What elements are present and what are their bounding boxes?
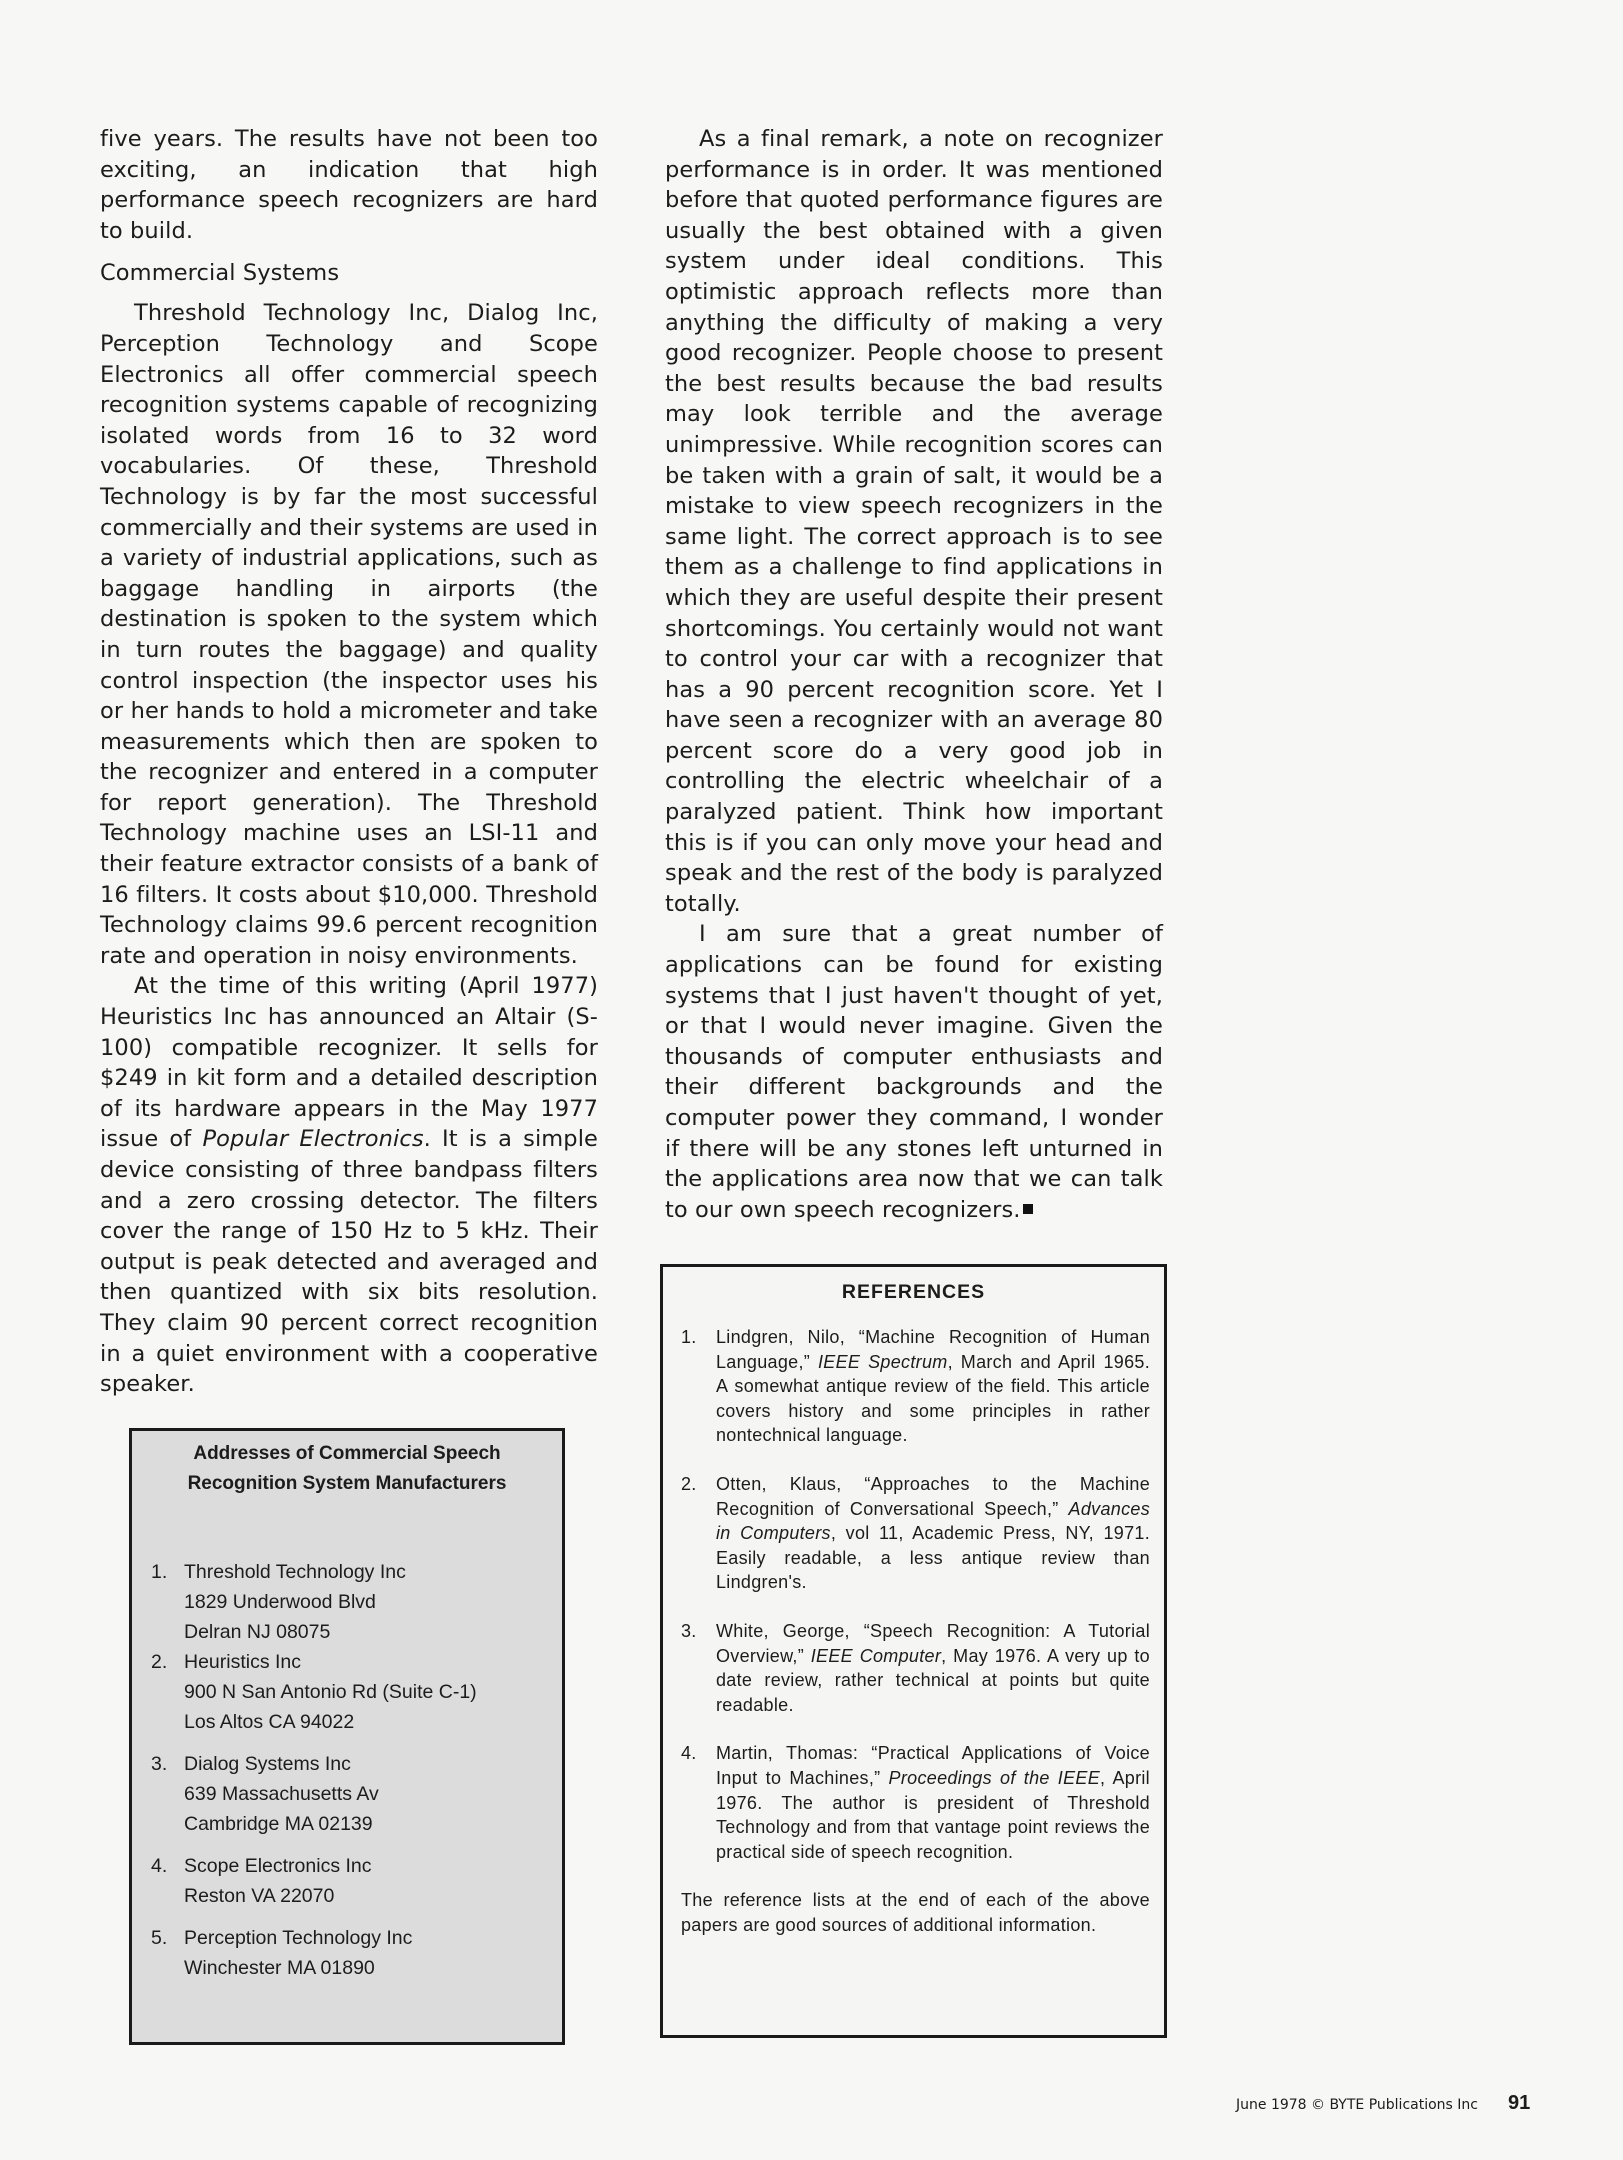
item-number: 1. <box>151 1561 168 1583</box>
citation-text: , vol 11, Academic Press, NY, 1971. Easily readable, a less antique review than Lindgren's. <box>716 1523 1150 1593</box>
section-heading: Commercial Systems <box>100 260 340 287</box>
item-number: 2. <box>151 1651 168 1673</box>
company-name: Perception Technology Inc <box>184 1927 413 1949</box>
paragraph-text: I am sure that a great number of applications can be found for existing systems that I just haven't thought of yet, or that I would never imagine. Given the thousands of computer enthusiasts and their different backgrounds and the computer power they command, I wonder if there will be any stones left unturned in the applications area now that we can talk to our own speech recognizers. <box>665 921 1163 1223</box>
address-item <box>150 1557 544 1647</box>
reference-text <box>716 1741 1150 1864</box>
city-state-zip: Reston VA 22070 <box>184 1885 335 1907</box>
citation-text: , May 1976. A very up to date review, rather technical at points but quite readable. <box>716 1645 1150 1715</box>
intro-paragraph: five years. The results have not been too exciting, an indication that high performance speech recognizers are hard to build. <box>100 126 598 244</box>
street-address: 1829 Underwood Blvd <box>184 1591 376 1613</box>
company-name: Heuristics Inc <box>184 1651 302 1673</box>
body-paragraph: As a final remark, a note on recognizer performance is in order. It was mentioned before that quoted performance figures are usually the best obtained with a given system under ideal conditions. This optimistic approach reflects more than anything the difficulty of making a very good recognizer. People choose to present the best results because the bad results may look terrible and the average unimpressive. While recognition scores can be taken with a grain of salt, it would be a mistake to view speech recognizers in the same light. The correct approach is to see them as a challenge to find applications in which they are useful despite their present shortcomings. You certainly would not want to control your car with a recognizer that has a 90 percent recognition score. Yet I have seen a recognizer with an average 80 percent score do a very good job in controlling the electric wheelchair of a paralyzed patient. Think how important this is if you can only move your head and speak and the rest of the body is paralyzed totally. <box>665 126 1163 917</box>
street-address: 639 Massachusetts Av <box>184 1783 379 1805</box>
journal-title: IEEE Computer <box>810 1645 942 1666</box>
addresses-title: Addresses of Commercial Speech Recognition System Manufacturers <box>187 1443 507 1494</box>
company-name: Dialog Systems Inc <box>184 1753 351 1775</box>
address-item <box>150 1749 544 1839</box>
city-state-zip: Winchester MA 01890 <box>184 1957 375 1979</box>
publication-title: Popular Electronics <box>202 1126 424 1153</box>
reference-text <box>716 1472 1150 1595</box>
journal-title: IEEE Spectrum <box>818 1351 948 1372</box>
item-number: 4. <box>681 1743 697 1764</box>
item-number: 2. <box>681 1473 697 1494</box>
address-item <box>150 1923 544 1983</box>
street-address: 900 N San Antonio Rd (Suite C-1) <box>184 1681 477 1703</box>
reference-list <box>677 1325 1150 1864</box>
end-of-article-icon <box>1023 1204 1033 1214</box>
citation-text: , April 1976. The author is president of Threshold Technology and from that vantage point reviews the practical side of speech recognition. <box>716 1767 1150 1862</box>
addresses-sidebar <box>129 1428 565 2045</box>
body-paragraph: Threshold Technology Inc, Dialog Inc, Perception Technology and Scope Electronics all offer commercial speech recognition systems capable of recognizing isolated words from 16 to 32 word vocabularies. Of these, Threshold Technology is by far the most successful commercially and their systems are used in a variety of industrial applications, such as baggage handling in airports (the destination is spoken to the system which in turn routes the baggage) and quality control inspection (the inspector uses his or her hands to hold a micrometer and take measurements which then are spoken to the recognizer and entered in a computer for report generation). The Threshold Technology machine uses an LSI-11 and their feature extractor consists of a bank of 16 filters. It costs about $10,000. Threshold Technology claims 99.6 percent recognition rate and operation in noisy environments. <box>100 300 598 969</box>
company-name: Threshold Technology Inc <box>184 1561 406 1583</box>
journal-title: Advances in Computers <box>716 1498 1150 1544</box>
address-item <box>150 1647 544 1737</box>
company-name: Scope Electronics Inc <box>184 1855 372 1877</box>
citation-text: , March and April 1965. A somewhat antique review of the field. This article covers history and some principles in rather nontechnical language. <box>716 1351 1150 1446</box>
paragraph-text: . It is a simple device consisting of three bandpass filters and a zero crossing detector. The filters cover the range of 150 Hz to 5 kHz. Their output is peak detected and averaged and then quantized with six bits resolution. They claim 90 percent correct recognition in a quiet environment with a cooperative speaker. <box>100 1126 598 1398</box>
item-number: 4. <box>151 1855 168 1877</box>
citation-text: White, George, “Speech Recognition: A Tutorial Overview,” <box>716 1620 1150 1666</box>
item-number: 3. <box>681 1620 697 1641</box>
page-number: 91 <box>1507 2092 1531 2114</box>
references-note: The reference lists at the end of each of the above papers are good sources of additional information. <box>681 1890 1150 1935</box>
left-column <box>100 124 598 1400</box>
reference-text <box>716 1619 1150 1717</box>
city-state-zip: Cambridge MA 02139 <box>184 1813 373 1835</box>
body-paragraph <box>100 971 598 1399</box>
item-number: 3. <box>151 1753 168 1775</box>
address-list <box>150 1557 544 1983</box>
reference-text <box>716 1325 1150 1448</box>
item-number: 1. <box>681 1327 697 1347</box>
reference-item <box>677 1472 1150 1595</box>
item-number: 5. <box>151 1927 168 1949</box>
page-footer <box>1236 2092 1530 2115</box>
address-item <box>150 1851 544 1911</box>
city-state-zip: Delran NJ 08075 <box>184 1621 331 1643</box>
city-state-zip: Los Altos CA 94022 <box>184 1711 355 1733</box>
citation-text: Martin, Thomas: “Practical Applications of Voice Input to Machines,” <box>716 1743 1150 1788</box>
right-column <box>665 124 1163 1225</box>
reference-item <box>677 1741 1150 1864</box>
references-sidebar <box>660 1264 1167 2038</box>
citation-text: Otten, Klaus, “Approaches to the Machine Recognition of Conversational Speech,” <box>716 1473 1150 1519</box>
body-paragraph <box>665 919 1163 1225</box>
publication-credit: June 1978 © BYTE Publications Inc <box>1236 2097 1478 2113</box>
references-title: REFERENCES <box>841 1281 986 1303</box>
reference-item <box>677 1325 1150 1448</box>
paragraph-text: At the time of this writing (April 1977) Heuristics Inc has announced an Altair (S-100) compatible recognizer. It sells for $249 in kit form and a detailed description of its hardware appears in the May 1977 issue of <box>100 973 598 1153</box>
reference-item <box>677 1619 1150 1717</box>
journal-title: Proceedings of the IEEE <box>888 1767 1101 1788</box>
citation-text: Lindgren, Nilo, “Machine Recognition of Human Language,” <box>716 1327 1150 1372</box>
